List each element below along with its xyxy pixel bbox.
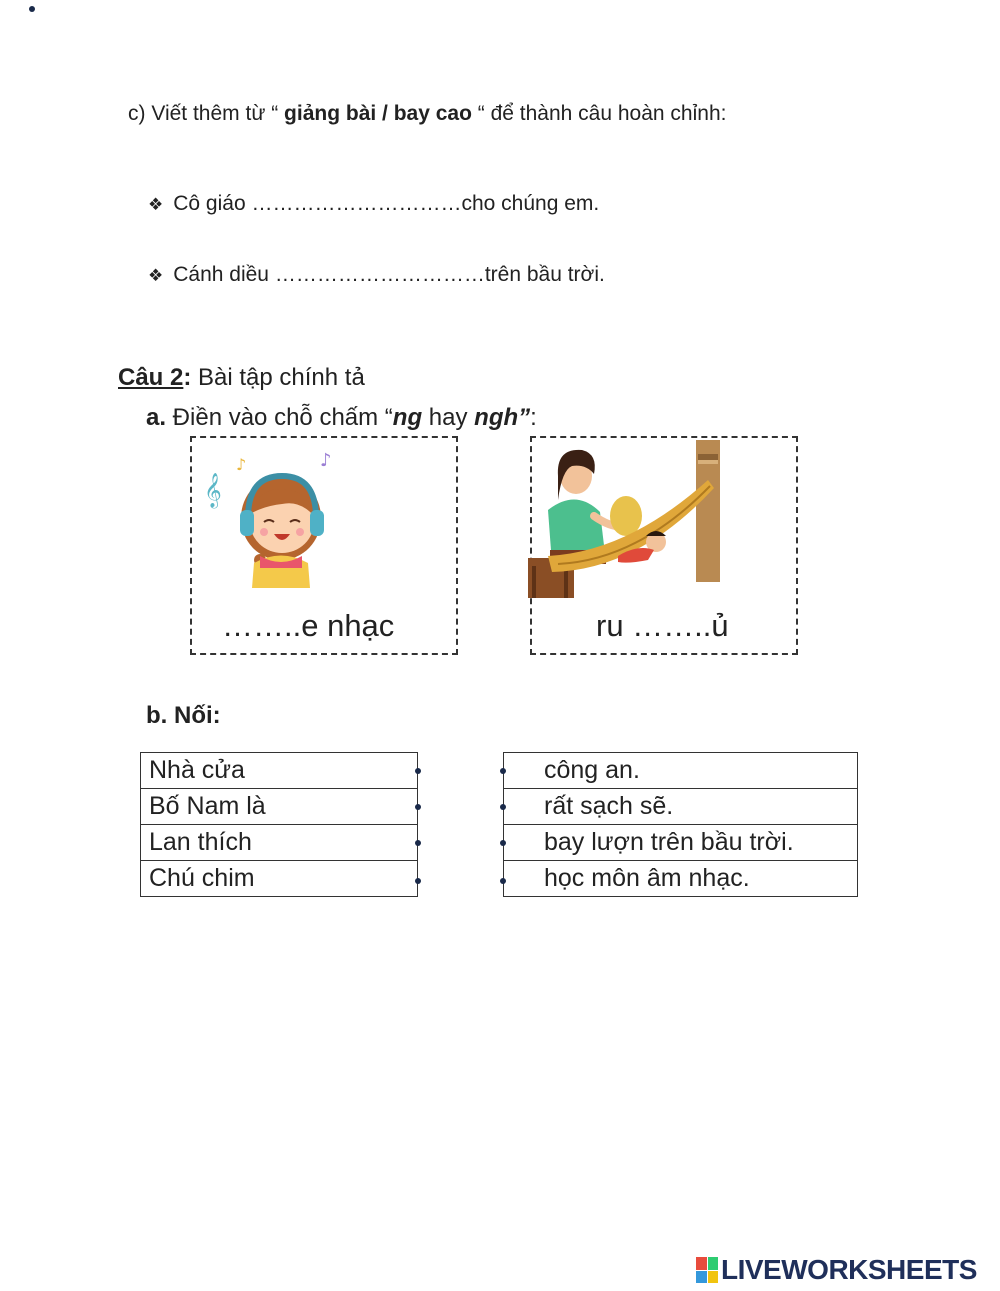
- table-row: [504, 789, 858, 825]
- svg-text:♪: ♪: [320, 450, 332, 471]
- sentence-1: [148, 192, 599, 216]
- match-left-item[interactable]: Lan thích: [141, 825, 418, 861]
- match-handle-right[interactable]: [500, 878, 506, 884]
- bullet-icon: ❖: [148, 195, 164, 214]
- part-a-text: :: [530, 404, 537, 431]
- table-row: [141, 825, 418, 861]
- match-handle-left[interactable]: [415, 878, 421, 884]
- sentence-text[interactable]: Cô giáo …………………………cho chúng em.: [173, 192, 600, 215]
- match-left-table: [140, 752, 418, 897]
- picture-caption[interactable]: ru ……..ủ: [596, 608, 729, 643]
- part-a-text: hay: [422, 404, 475, 431]
- question-title: Bài tập chính tả: [191, 364, 365, 391]
- girl-listening-music-icon: [202, 448, 342, 588]
- picture-box-1: [190, 436, 458, 655]
- liveworksheets-mark-icon: [696, 1257, 718, 1283]
- bullet-icon: ❖: [148, 266, 164, 285]
- picture-caption[interactable]: ……..e nhạc: [222, 608, 395, 643]
- question-colon: :: [183, 364, 192, 391]
- part-a-text: Điền vào chỗ chấm “: [166, 404, 393, 431]
- match-handle-right[interactable]: [500, 840, 506, 846]
- brand-text: LIVEWORKSHEETS: [721, 1254, 977, 1285]
- match-left-item[interactable]: Bố Nam là: [141, 789, 418, 825]
- match-handle-left[interactable]: [415, 768, 421, 774]
- match-right-item[interactable]: học môn âm nhạc.: [504, 861, 858, 897]
- picture-box-2: [530, 436, 798, 655]
- option-ngh: ngh”: [474, 404, 531, 431]
- sentence-text[interactable]: Cánh diều …………………………trên bầu trời.: [173, 263, 605, 286]
- instruction-prefix: c) Viết thêm từ “: [128, 102, 285, 125]
- sentence-2: [148, 263, 605, 287]
- match-left-item[interactable]: Nhà cửa: [141, 753, 418, 789]
- question-2-heading: [118, 364, 365, 392]
- instruction-suffix: “ để thành câu hoàn chỉnh:: [471, 102, 727, 125]
- match-right-item[interactable]: công an.: [504, 753, 858, 789]
- part-a-instruction: [146, 404, 537, 432]
- match-right-table: [503, 752, 858, 897]
- match-left-item[interactable]: Chú chim: [141, 861, 418, 897]
- match-handle-right[interactable]: [500, 804, 506, 810]
- table-row: [141, 789, 418, 825]
- mother-hammock-baby-icon: [528, 440, 722, 600]
- svg-text:♪: ♪: [236, 455, 247, 474]
- part-b-heading: b. Nối:: [146, 702, 221, 729]
- match-handle-left[interactable]: [415, 804, 421, 810]
- svg-text:𝄞: 𝄞: [204, 473, 222, 508]
- corner-dot: [29, 6, 35, 12]
- match-handle-left[interactable]: [415, 840, 421, 846]
- question-label: Câu 2: [118, 364, 184, 391]
- table-row: [504, 825, 858, 861]
- option-ng: ng: [392, 404, 423, 431]
- match-right-item[interactable]: bay lượn trên bầu trời.: [504, 825, 858, 861]
- exercise-c-instruction: [128, 102, 726, 126]
- table-row: [141, 753, 418, 789]
- part-a-label: a.: [146, 404, 167, 431]
- table-row: [504, 861, 858, 897]
- table-row: [504, 753, 858, 789]
- liveworksheets-logo: [696, 1254, 977, 1286]
- match-right-item[interactable]: rất sạch sẽ.: [504, 789, 858, 825]
- match-handle-right[interactable]: [500, 768, 506, 774]
- table-row: [141, 861, 418, 897]
- instruction-words: giảng bài / bay cao: [284, 102, 472, 125]
